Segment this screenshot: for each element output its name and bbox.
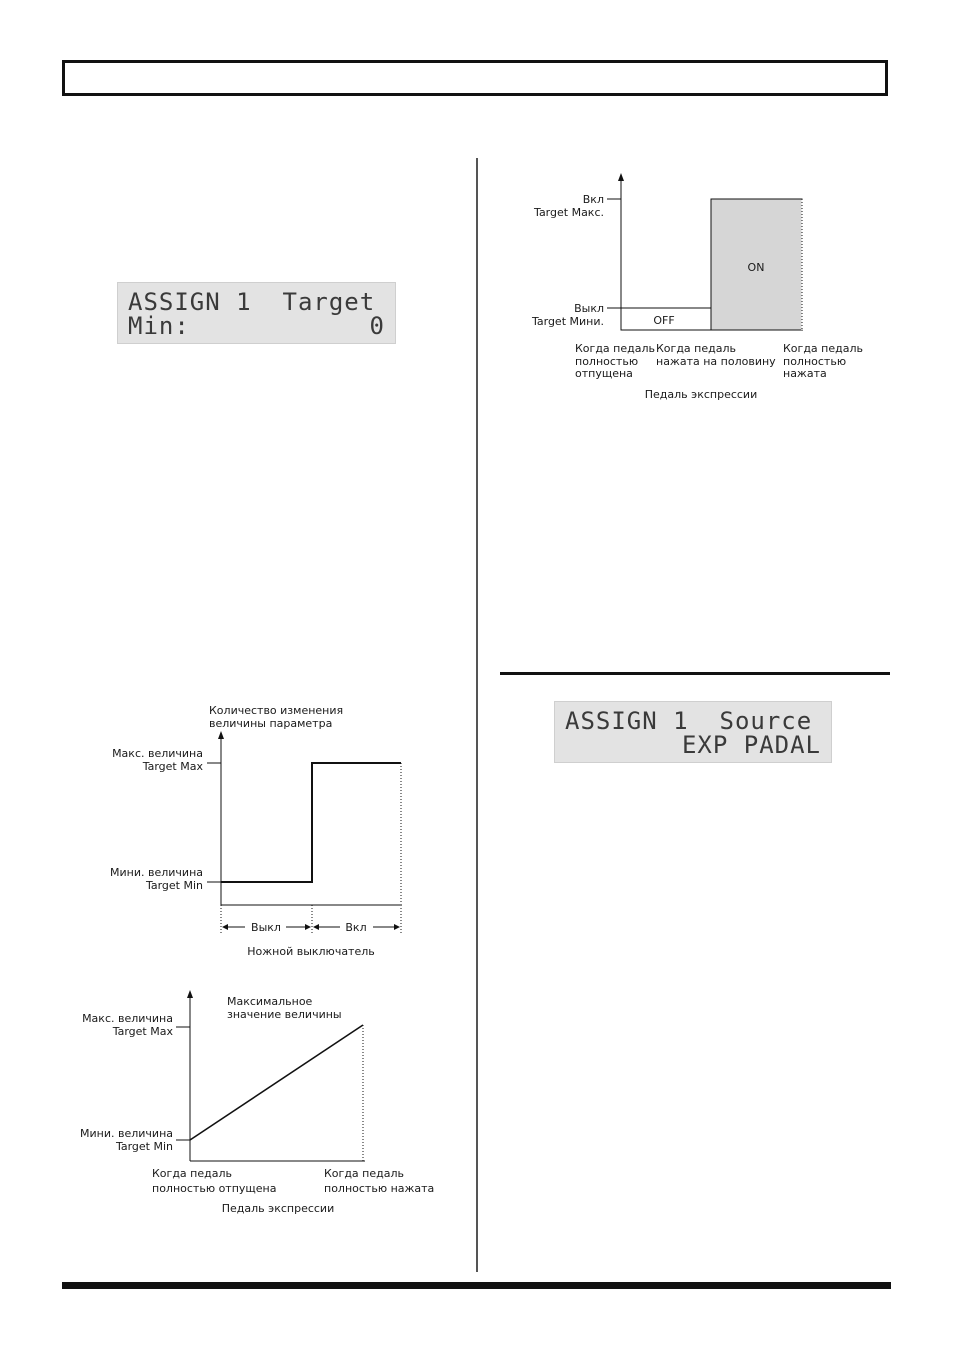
lcd-target-min	[117, 282, 396, 344]
expression-pedal-linear-chart	[70, 982, 450, 1220]
y-title-line-2: величины параметра	[209, 717, 333, 730]
x-label-start-line-2: полностью отпущена	[152, 1182, 277, 1195]
x-state-on: Вкл	[345, 921, 367, 934]
y-max-label-line-2: Target Max	[112, 1025, 173, 1038]
lcd-line-2-value: 0	[369, 312, 385, 340]
y-min-label-line-1: Мини. величина	[110, 866, 203, 879]
lcd-line-1: ASSIGN 1 Target	[128, 288, 376, 316]
y-axis-arrow-icon	[187, 990, 193, 998]
y-min-label-line-2: Target Min	[145, 879, 203, 892]
section-rule	[500, 672, 890, 675]
y-off-label-line-2: Target Мини.	[531, 315, 604, 328]
x-label-end-line-1: Когда педаль	[783, 342, 863, 355]
x-label-start-line-1: Когда педаль	[152, 1167, 232, 1180]
y-max-label-line-1: Макс. величина	[112, 747, 203, 760]
y-axis-arrow-icon	[618, 173, 624, 181]
lcd-line-1: ASSIGN 1 Source	[565, 707, 813, 735]
x-axis-title: Педаль экспрессии	[221, 1202, 335, 1215]
off-region-label: OFF	[653, 314, 675, 327]
expression-pedal-switch-chart	[520, 165, 870, 405]
series-line	[221, 763, 401, 882]
x-axis-title: Педаль экспрессии	[644, 388, 758, 401]
annotation-line-2: значение величины	[227, 1008, 342, 1021]
arrow-right-icon	[394, 924, 400, 930]
lcd-line-2: EXP PADAL	[681, 731, 821, 759]
x-label-end-line-2: полностью нажата	[324, 1182, 435, 1195]
lcd-source	[554, 701, 832, 763]
y-on-label-line-2: Target Макс.	[534, 206, 604, 219]
x-label-start-line-2: полностью	[575, 355, 639, 368]
y-off-label-line-1: Выкл	[574, 302, 604, 315]
arrow-left-icon	[313, 924, 319, 930]
arrow-right-icon	[305, 924, 311, 930]
y-on-label-line-1: Вкл	[582, 193, 604, 206]
series-line	[190, 1025, 363, 1140]
y-min-label-line-1: Мини. величина	[80, 1127, 173, 1140]
x-label-end-line-1: Когда педаль	[324, 1167, 404, 1180]
column-divider	[476, 158, 478, 1272]
page-header-box	[62, 60, 888, 96]
x-label-start-line-1: Когда педаль	[575, 342, 655, 355]
y-axis-arrow-icon	[218, 731, 224, 739]
y-max-label-line-2: Target Max	[142, 760, 203, 773]
x-label-mid-line-2: нажата на половину	[656, 355, 776, 368]
lcd-line-2-label: Min:	[128, 312, 190, 340]
footer-rule	[62, 1282, 891, 1289]
x-state-off: Выкл	[251, 921, 281, 934]
x-label-start-line-3: отпущена	[575, 367, 633, 380]
x-label-end-line-2: полностью	[783, 355, 847, 368]
arrow-left-icon	[222, 924, 228, 930]
y-min-label-line-2: Target Min	[115, 1140, 173, 1153]
footswitch-chart	[100, 695, 420, 965]
on-region-label: ON	[747, 261, 765, 274]
x-label-end-line-3: нажата	[783, 367, 827, 380]
annotation-line-1: Максимальное	[227, 995, 313, 1008]
y-max-label-line-1: Макс. величина	[82, 1012, 173, 1025]
x-label-mid-line-1: Когда педаль	[656, 342, 736, 355]
y-title-line-1: Количество изменения	[209, 704, 344, 717]
x-axis-title: Ножной выключатель	[247, 945, 375, 958]
